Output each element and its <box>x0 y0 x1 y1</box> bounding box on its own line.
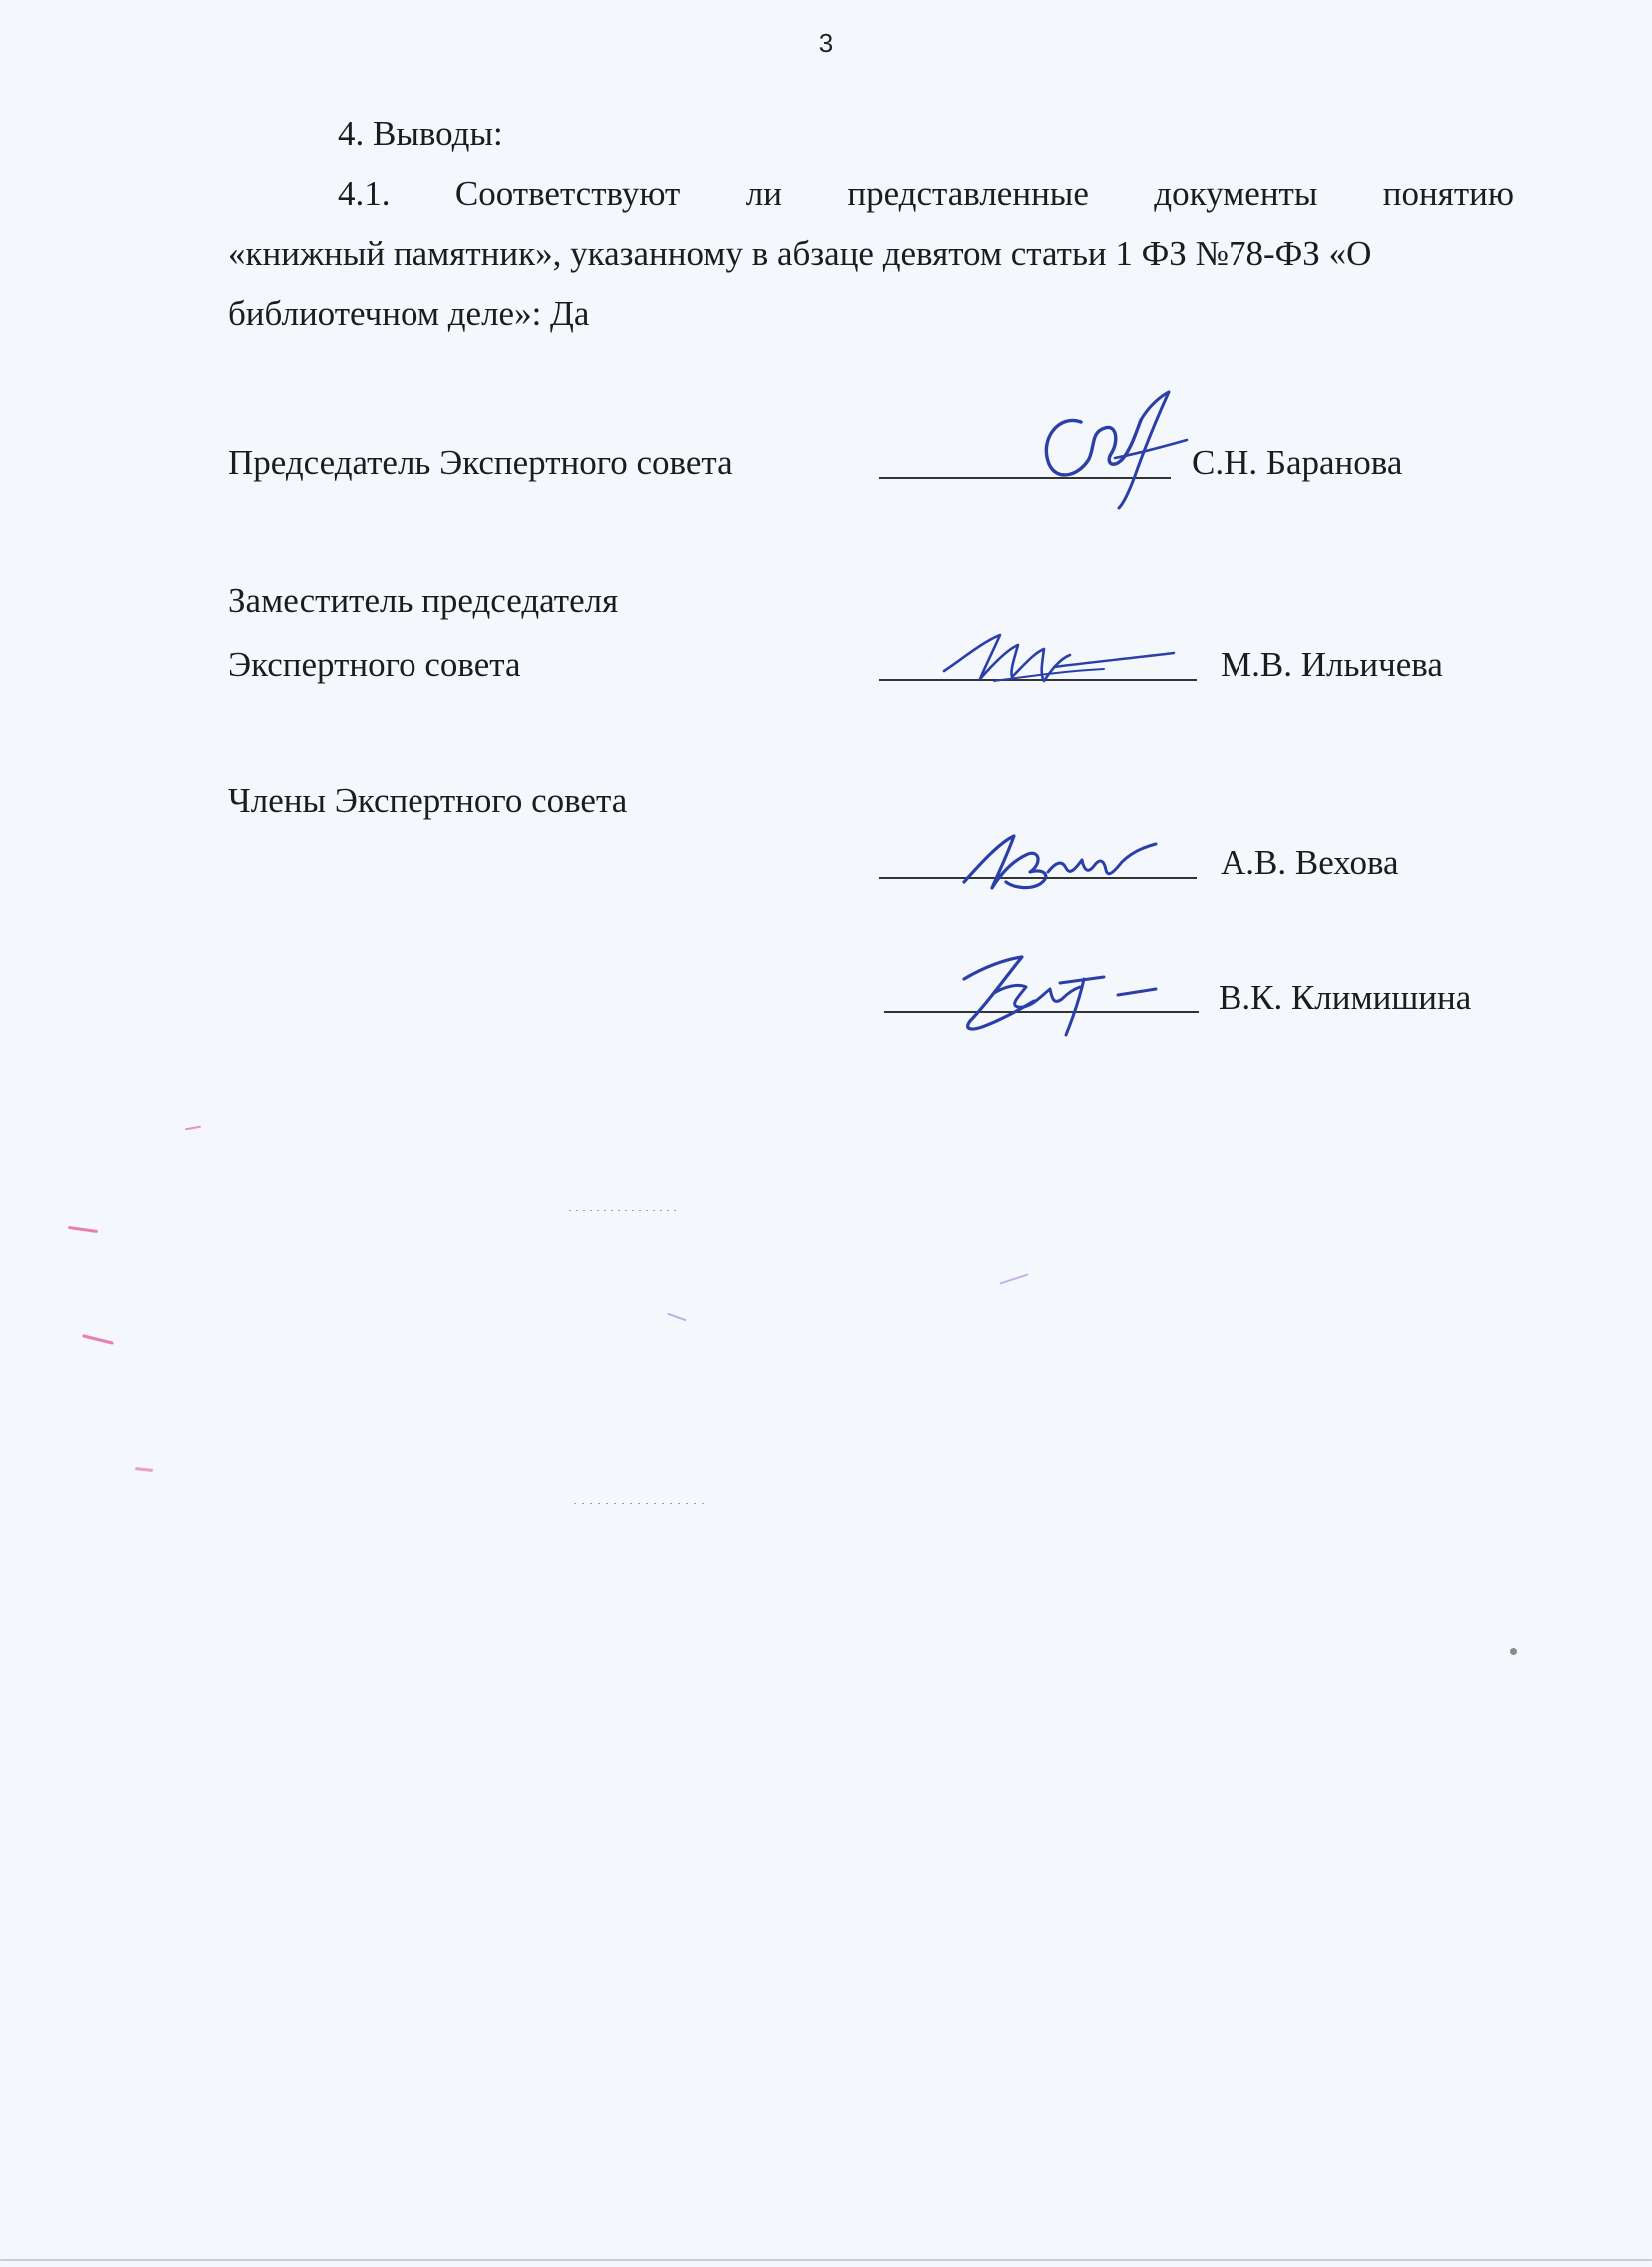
conclusion-word: представленные <box>847 174 1089 213</box>
signatory-name: С.Н. Баранова <box>1192 443 1403 482</box>
signatory-role-continued: Экспертного совета <box>228 645 521 684</box>
conclusion-word: понятию <box>1382 174 1515 213</box>
conclusion-word: 4.1. <box>338 174 391 213</box>
signatory-name: В.К. Климишина <box>1219 978 1472 1017</box>
signature-baranova <box>1019 384 1199 509</box>
signatory-role: Члены Экспертного совета <box>228 781 628 820</box>
scan-speck <box>68 1226 98 1233</box>
section-heading: 4. Выводы: <box>338 114 503 153</box>
signature-ilicheva <box>934 619 1184 699</box>
signatory-role: Заместитель председателя <box>228 581 619 620</box>
signatory-name: М.В. Ильичева <box>1221 645 1443 684</box>
signatory-name: А.В. Вехова <box>1221 843 1399 882</box>
scan-speck <box>185 1126 201 1131</box>
page-edge <box>0 2259 1652 2261</box>
scan-speck <box>667 1313 686 1322</box>
scan-speck <box>1510 1648 1517 1655</box>
scan-speck <box>999 1273 1028 1284</box>
signature-klimishina <box>934 949 1174 1039</box>
scan-speck <box>574 1503 704 1504</box>
page-number: 3 <box>818 28 834 58</box>
conclusion-line-3: библиотечном деле»: Да <box>228 294 590 333</box>
signature-vekhova <box>944 824 1164 904</box>
conclusion-word: документы <box>1154 174 1318 213</box>
scan-speck <box>135 1467 153 1472</box>
signatory-role: Председатель Экспертного совета <box>228 443 733 482</box>
scan-speck <box>569 1210 679 1211</box>
conclusion-word: Соответствуют <box>454 174 681 213</box>
scan-speck <box>82 1334 114 1345</box>
conclusion-line-2: «книжный памятник», указанному в абзаце девятом статьи 1 ФЗ №78-ФЗ «О <box>228 234 1372 273</box>
conclusion-word: ли <box>745 174 782 213</box>
conclusion-line-1 <box>338 170 1514 218</box>
